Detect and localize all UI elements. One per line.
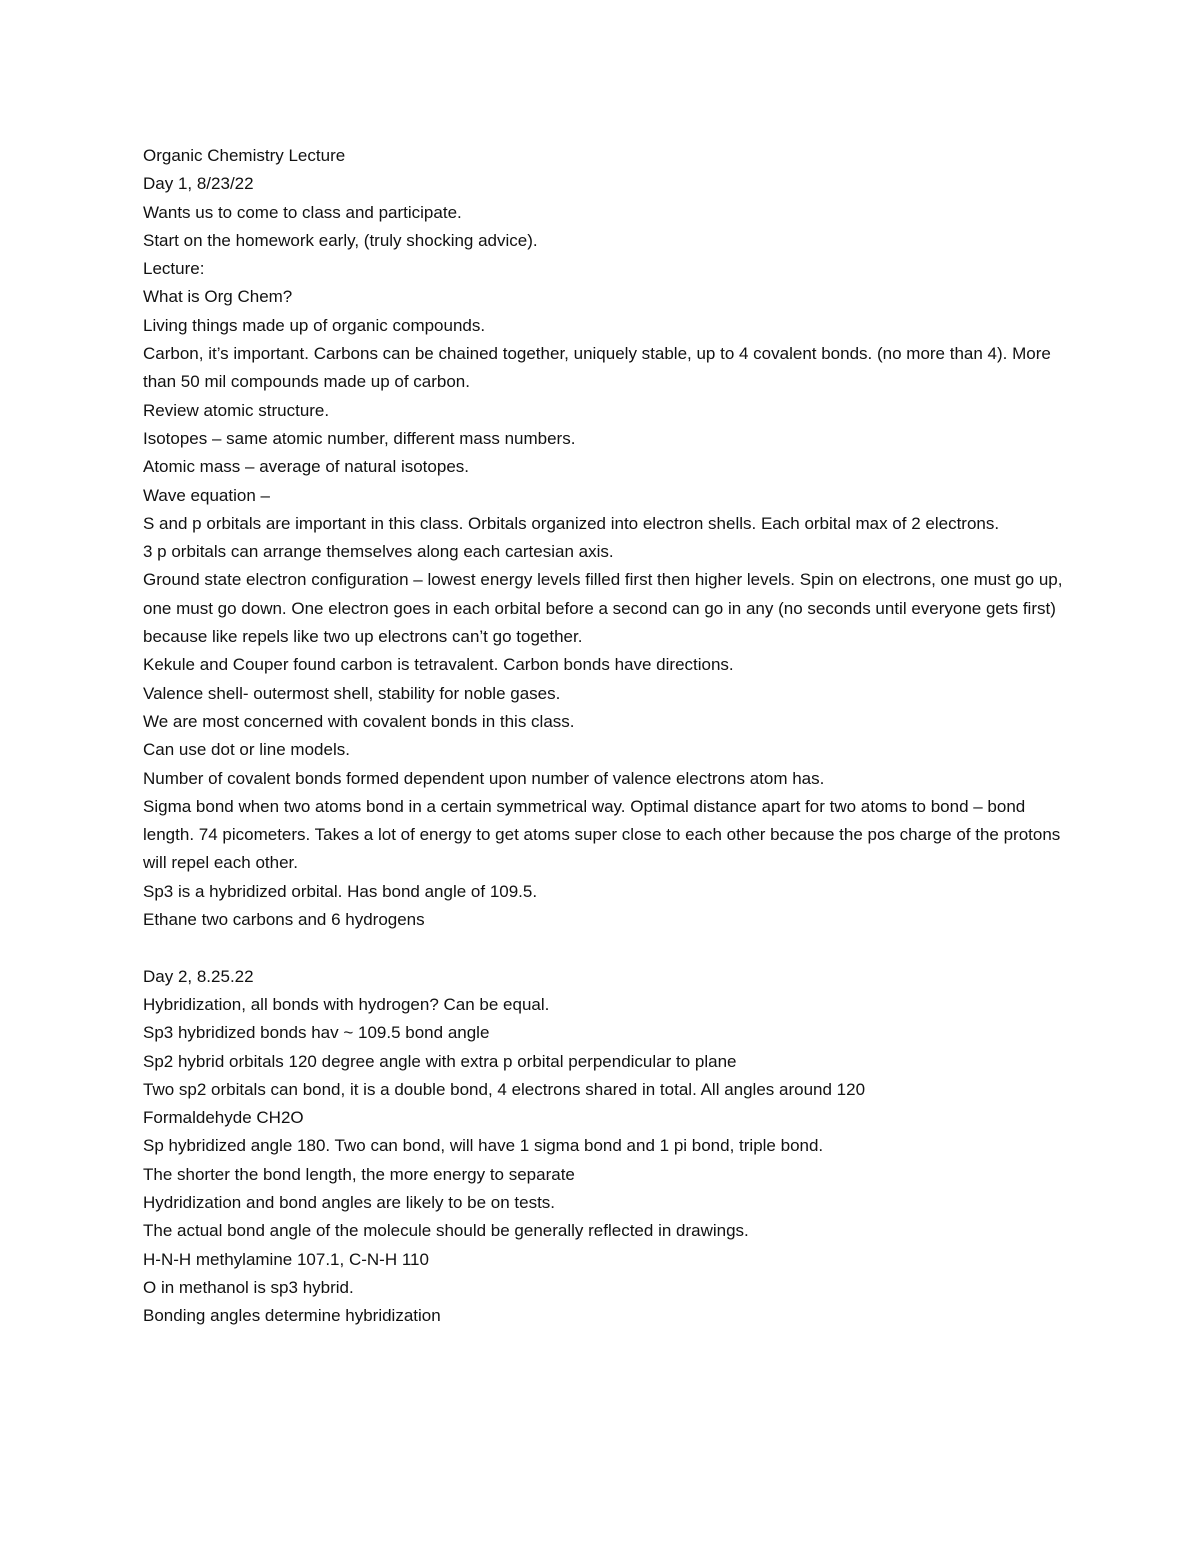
- note-line: Hydridization and bond angles are likely to be on tests.: [143, 1192, 556, 1212]
- note-line: The actual bond angle of the molecule should be generally reflected in drawings.: [143, 1221, 749, 1241]
- day-1-notes: [143, 142, 1063, 934]
- note-line: Start on the homework early, (truly shocking advice).: [143, 230, 538, 250]
- note-line: Two sp2 orbitals can bond, it is a double bond, 4 electrons shared in total. All angles around 120: [143, 1079, 866, 1099]
- note-line: Wants us to come to class and participate.: [143, 202, 462, 222]
- note-line: Number of covalent bonds formed dependent upon number of valence electrons atom has.: [143, 768, 825, 788]
- document-body: [143, 142, 1063, 1330]
- note-line: We are most concerned with covalent bonds in this class.: [143, 711, 575, 731]
- day-heading: Day 2, 8.25.22: [143, 966, 254, 986]
- note-line: H-N-H methylamine 107.1, C-N-H 110: [143, 1249, 429, 1269]
- note-line: Carbon, it’s important. Carbons can be chained together, uniquely stable, up to 4 covalent bonds. (no more than 4). More than 50 mil compounds made up of carbon.: [143, 344, 1051, 392]
- note-line: The shorter the bond length, the more energy to separate: [143, 1164, 575, 1184]
- note-line: Atomic mass – average of natural isotopes.: [143, 457, 469, 477]
- note-line: Kekule and Couper found carbon is tetravalent. Carbon bonds have directions.: [143, 655, 734, 675]
- note-line: Ethane two carbons and 6 hydrogens: [143, 910, 425, 930]
- note-line: Sigma bond when two atoms bond in a certain symmetrical way. Optimal distance apart for two atoms to bond – bond length. 74 picometers. Takes a lot of energy to get atoms super close to each other because the pos charge of the protons will repel each other.: [143, 796, 1061, 873]
- note-line: Review atomic structure.: [143, 400, 330, 420]
- note-line: Bonding angles determine hybridization: [143, 1306, 441, 1326]
- note-line: S and p orbitals are important in this class. Orbitals organized into electron shells. Each orbital max of 2 electrons.: [143, 513, 1000, 533]
- note-line: Sp hybridized angle 180. Two can bond, will have 1 sigma bond and 1 pi bond, triple bond.: [143, 1136, 824, 1156]
- note-line: Hybridization, all bonds with hydrogen? Can be equal.: [143, 994, 550, 1014]
- note-line: Ground state electron configuration – lowest energy levels filled first then higher levels. Spin on electrons, one must go up, one must go down. One electron goes in each orbital before a second can go in any (no seconds until everyone gets first) because like repels like two up electrons can’t go together.: [143, 570, 1063, 647]
- note-line: Living things made up of organic compounds.: [143, 315, 486, 335]
- note-line: What is Org Chem?: [143, 287, 293, 307]
- note-line: 3 p orbitals can arrange themselves along each cartesian axis.: [143, 542, 614, 562]
- note-line: Valence shell- outermost shell, stability for noble gases.: [143, 683, 561, 703]
- document-title: Organic Chemistry Lecture: [143, 146, 346, 165]
- note-line: O in methanol is sp3 hybrid.: [143, 1277, 354, 1297]
- note-line: Lecture:: [143, 259, 205, 279]
- note-line: Sp3 is a hybridized orbital. Has bond angle of 109.5.: [143, 881, 538, 901]
- note-line: Sp3 hybridized bonds hav ~ 109.5 bond angle: [143, 1023, 490, 1043]
- note-line: Formaldehyde CH2O: [143, 1108, 304, 1128]
- note-line: Can use dot or line models.: [143, 740, 350, 760]
- note-line: Wave equation –: [143, 485, 270, 505]
- day-2-notes: [143, 963, 1063, 1331]
- note-line: Sp2 hybrid orbitals 120 degree angle with extra p orbital perpendicular to plane: [143, 1051, 737, 1071]
- note-line: Isotopes – same atomic number, different mass numbers.: [143, 428, 576, 448]
- note-line: Day 1, 8/23/22: [143, 174, 254, 194]
